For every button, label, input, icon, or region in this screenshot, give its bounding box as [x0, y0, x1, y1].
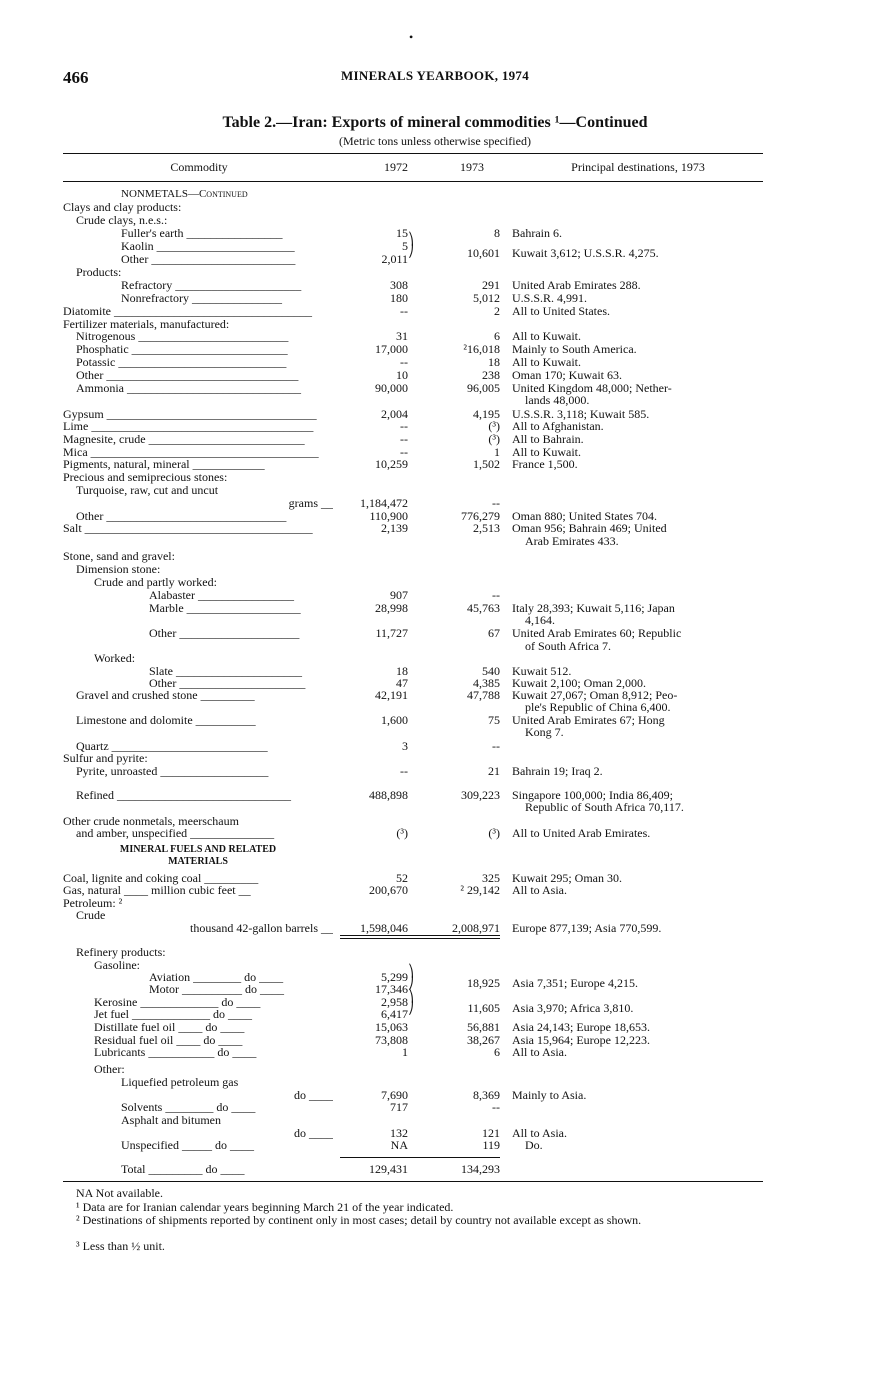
commodity-label: Liquefied petroleum gas: [121, 1076, 239, 1089]
value-1973: 10,601: [467, 246, 500, 260]
value-1973: --: [492, 1100, 500, 1114]
table-row: [0, 420, 870, 433]
table-row: [0, 227, 870, 240]
value-1973: 1: [494, 445, 500, 459]
commodity-label: Marble ___________________: [149, 602, 301, 615]
commodity-label: do ____: [294, 1127, 333, 1140]
commodity-label: Worked:: [94, 652, 136, 665]
value-1973: 309,223: [461, 788, 500, 802]
commodity-label: Refractory _____________________: [121, 279, 302, 292]
destinations: Kuwait 295; Oman 30.: [512, 871, 622, 885]
destinations: France 1,500.: [512, 457, 578, 471]
destinations: Kuwait 2,100; Oman 2,000.: [512, 676, 646, 690]
value-1973: 2,008,971: [452, 921, 500, 935]
table-row: [0, 563, 870, 576]
commodity-label: Other ________________________________: [76, 369, 299, 382]
destinations: U.S.S.R. 3,118; Kuwait 585.: [512, 407, 650, 421]
value-1972: 47: [396, 676, 408, 690]
commodity-label: Fuller's earth ________________: [121, 227, 283, 240]
commodity-label: Nonrefractory _______________: [121, 292, 282, 305]
table-row: [0, 522, 870, 535]
table-row: [0, 458, 870, 471]
value-1973: 8: [494, 226, 500, 240]
table-row: [0, 652, 870, 665]
table-row: [0, 484, 870, 497]
value-1973: 47,788: [467, 688, 500, 702]
commodity-label: Kerosine _____________ do ____: [94, 996, 261, 1009]
destinations: Bahrain 19; Iraq 2.: [512, 764, 603, 778]
value-1972: 11,727: [375, 626, 408, 640]
table-row: [0, 627, 870, 640]
value-1972: 2,958: [381, 995, 408, 1009]
value-1972: 132: [390, 1126, 408, 1140]
destinations: Asia 7,351; Europe 4,215.: [512, 976, 638, 990]
commodity-label: Pigments, natural, mineral ____________: [63, 458, 265, 471]
table-row: [0, 433, 870, 446]
commodity-label: Crude: [76, 909, 106, 922]
commodity-label: Other ____________________: [149, 627, 300, 640]
value-1972: 110,900: [369, 509, 408, 523]
destinations: Oman 880; United States 704.: [512, 509, 657, 523]
destinations: Kuwait 27,067; Oman 8,912; Peo-: [512, 688, 678, 702]
destinations: of South Africa 7.: [525, 639, 611, 653]
value-1972: 180: [390, 291, 408, 305]
value-1972: --: [400, 764, 408, 778]
destinations: Kuwait 3,612; U.S.S.R. 4,275.: [512, 246, 659, 260]
value-1972: 15: [396, 226, 408, 240]
value-1973: (³): [488, 432, 500, 446]
commodity-label: Salt ______________________________________: [63, 522, 313, 535]
value-1973: (³): [488, 419, 500, 433]
commodity-label: Stone, sand and gravel:: [63, 550, 175, 563]
commodity-label: Gas, natural ____ million cubic feet __: [63, 884, 251, 897]
destinations: Europe 877,139; Asia 770,599.: [512, 921, 662, 935]
table-row: [0, 589, 870, 602]
commodity-label: Fertilizer materials, manufactured:: [63, 318, 230, 331]
value-1972: 42,191: [375, 688, 408, 702]
destinations: U.S.S.R. 4,991.: [512, 291, 588, 305]
value-1973: ² 29,142: [460, 883, 500, 897]
table-row: [0, 1163, 870, 1176]
destinations: All to Kuwait.: [512, 329, 581, 343]
commodity-label: Jet fuel _____________ do ____: [94, 1008, 252, 1021]
commodity-label: MATERIALS: [168, 856, 228, 867]
value-1972: 129,431: [369, 1162, 408, 1176]
commodity-label: Ammonia _____________________________: [76, 382, 301, 395]
value-1972: 488,898: [369, 788, 408, 802]
total-double-underline-crude: [340, 938, 500, 939]
destinations: All to United Arab Emirates.: [512, 826, 651, 840]
value-1972: --: [400, 304, 408, 318]
value-1972: 15,063: [375, 1020, 408, 1034]
destinations: Mainly to Asia.: [512, 1088, 587, 1102]
brace-mark: ⎠: [408, 976, 414, 990]
commodity-label: Crude clays, n.e.s.:: [76, 214, 168, 227]
commodity-label: Aviation ________ do ____: [149, 971, 284, 984]
destinations: Asia 15,964; Europe 12,223.: [512, 1033, 650, 1047]
table-row: [0, 394, 870, 407]
value-1973: 238: [482, 368, 500, 382]
commodity-label: Residual fuel oil ____ do ____: [94, 1034, 243, 1047]
commodity-label: Nitrogenous _________________________: [76, 330, 289, 343]
value-1973: (³): [488, 826, 500, 840]
table-row: [0, 1063, 870, 1076]
destinations: Republic of South Africa 70,117.: [525, 800, 684, 814]
value-1973: 134,293: [461, 1162, 500, 1176]
commodity-label: Gypsum ___________________________________: [63, 408, 317, 421]
value-1972: 1,600: [381, 713, 408, 727]
destinations: Singapore 100,000; India 86,409;: [512, 788, 673, 802]
commodity-label: Crude and partly worked:: [94, 576, 217, 589]
column-header-1973: 1973: [460, 160, 484, 174]
value-1972: 10,259: [375, 457, 408, 471]
commodity-label: NONMETALS—Continued: [121, 188, 248, 200]
value-1972: --: [400, 432, 408, 446]
value-1973: 56,881: [467, 1020, 500, 1034]
value-1972: 2,004: [381, 407, 408, 421]
page-number: 466: [63, 68, 89, 87]
table-row: [0, 614, 870, 627]
table-row: [0, 343, 870, 356]
destinations: All to Asia.: [512, 883, 568, 897]
table-row: [0, 214, 870, 227]
commodity-label: Precious and semiprecious stones:: [63, 471, 228, 484]
footnote-na: NA Not available.: [76, 1186, 163, 1200]
table-row: [0, 827, 870, 840]
destinations: All to Bahrain.: [512, 432, 584, 446]
commodity-label: Sulfur and pyrite:: [63, 752, 148, 765]
value-1973: 776,279: [461, 509, 500, 523]
destinations: Mainly to South America.: [512, 342, 637, 356]
destinations: 4,164.: [525, 613, 555, 627]
table-row: [0, 909, 870, 922]
commodity-label: Clays and clay products:: [63, 201, 182, 214]
value-1972: 17,346: [375, 982, 408, 996]
value-1973: 75: [488, 713, 500, 727]
column-header-destinations: Principal destinations, 1973: [571, 160, 705, 174]
running-head: MINERALS YEARBOOK, 1974: [340, 68, 530, 83]
table-row: [0, 855, 870, 868]
value-1973: 6: [494, 1045, 500, 1059]
value-1972: 6,417: [381, 1007, 408, 1021]
commodity-label: MINERAL FUELS AND RELATED: [119, 844, 277, 855]
table-row: [0, 576, 870, 589]
commodity-label: Pyrite, unroasted __________________: [76, 765, 269, 778]
commodity-label: Limestone and dolomite __________: [76, 714, 256, 727]
value-1972: 90,000: [375, 381, 408, 395]
value-1972: 10: [396, 368, 408, 382]
value-1973: 18: [488, 355, 500, 369]
destinations: All to Kuwait.: [512, 445, 581, 459]
brace-mark: ⎠: [408, 244, 414, 258]
table-row: [0, 701, 870, 714]
value-1972: 7,690: [381, 1088, 408, 1102]
table-row: [0, 201, 870, 214]
commodity-label: Phosphatic __________________________: [76, 343, 288, 356]
value-1972: 31: [396, 329, 408, 343]
table-row: [0, 550, 870, 563]
commodity-label: Magnesite, crude __________________________: [63, 433, 305, 446]
destinations: Kuwait 512.: [512, 664, 572, 678]
destinations: Asia 3,970; Africa 3,810.: [512, 1001, 634, 1015]
commodity-label: Coal, lignite and coking coal _________: [63, 872, 259, 885]
commodity-label: Refinery products:: [76, 946, 166, 959]
table-row: [0, 801, 870, 814]
destinations: All to Afghanistan.: [512, 419, 604, 433]
value-1973: 5,012: [473, 291, 500, 305]
commodity-label: thousand 42-gallon barrels __: [190, 922, 333, 935]
table-row: [0, 292, 870, 305]
value-1972: 18: [396, 664, 408, 678]
destinations: United Arab Emirates 67; Hong: [512, 713, 665, 727]
table-row: [0, 497, 870, 510]
value-1973: 67: [488, 626, 500, 640]
destinations: ple's Republic of China 6,400.: [525, 700, 671, 714]
commodity-label: Refined _____________________________: [76, 789, 291, 802]
commodity-label: Distillate fuel oil ____ do ____: [94, 1021, 245, 1034]
commodity-label: Quartz __________________________: [76, 740, 268, 753]
destinations: Italy 28,393; Kuwait 5,116; Japan: [512, 601, 675, 615]
value-1972: 5: [402, 239, 408, 253]
commodity-label: Gravel and crushed stone _________: [76, 689, 255, 702]
commodity-label: Motor __________ do ____: [149, 983, 284, 996]
footnote-1: ¹ Data are for Iranian calendar years beginning March 21 of the year indicated.: [76, 1200, 454, 1214]
commodity-label: Products:: [76, 266, 122, 279]
value-1972: 5,299: [381, 970, 408, 984]
value-1972: 28,998: [375, 601, 408, 615]
commodity-label: do ____: [294, 1089, 333, 1102]
commodity-label: Lubricants ___________ do ____: [94, 1046, 257, 1059]
table-row: [0, 330, 870, 343]
value-1973: --: [492, 588, 500, 602]
value-1973: 325: [482, 871, 500, 885]
destinations: Oman 956; Bahrain 469; United: [512, 521, 667, 535]
table-row: [0, 752, 870, 765]
brace-mark: ⎞: [408, 964, 414, 978]
page-mark: •: [409, 30, 414, 44]
table-row: [0, 1046, 870, 1059]
commodity-label: Diatomite _________________________________: [63, 305, 312, 318]
table-row: [0, 369, 870, 382]
destinations: Kong 7.: [525, 725, 564, 739]
value-1972: 717: [390, 1100, 408, 1114]
table-row: [0, 884, 870, 897]
table-title: Table 2.—Iran: Exports of mineral commodities ¹—Continued: [222, 114, 648, 131]
table-row: [0, 1114, 870, 1127]
value-1972: 1,598,046: [360, 921, 408, 935]
commodity-label: Dimension stone:: [76, 563, 161, 576]
commodity-label: Other crude nonmetals, meerschaum: [63, 815, 239, 828]
value-1973: 38,267: [467, 1033, 500, 1047]
value-1973: 119: [482, 1138, 500, 1152]
total-overline: [340, 1157, 500, 1158]
value-1973: 121: [482, 1126, 500, 1140]
value-1972: 52: [396, 871, 408, 885]
value-1973: 45,763: [467, 601, 500, 615]
value-1973: --: [492, 739, 500, 753]
value-1973: 2: [494, 304, 500, 318]
value-1972: 2,139: [381, 521, 408, 535]
value-1973: 21: [488, 764, 500, 778]
column-header-commodity: Commodity: [170, 160, 228, 174]
table-row: [0, 922, 870, 935]
destinations: Asia 24,143; Europe 18,653.: [512, 1020, 650, 1034]
table-bottom-rule: [63, 1181, 763, 1182]
commodity-label: Other ________________________: [121, 253, 296, 266]
commodity-label: Turquoise, raw, cut and uncut: [76, 484, 219, 497]
commodity-label: Gasoline:: [94, 959, 140, 972]
table-row: [0, 188, 870, 201]
table-row: [0, 471, 870, 484]
value-1972: 3: [402, 739, 408, 753]
value-1972: NA: [390, 1138, 408, 1152]
table-row: [0, 1076, 870, 1089]
destinations: Do.: [525, 1138, 543, 1152]
value-1972: 2,011: [381, 252, 408, 266]
value-1973: --: [492, 496, 500, 510]
destinations: United Arab Emirates 288.: [512, 278, 641, 292]
commodity-label: Other _____________________: [149, 677, 306, 690]
header-top-rule: [63, 153, 763, 154]
value-1972: 907: [390, 588, 408, 602]
commodity-label: Total _________ do ____: [121, 1163, 245, 1176]
commodity-label: Lime _____________________________________: [63, 420, 314, 433]
destinations: Bahrain 6.: [512, 226, 562, 240]
destinations: Oman 170; Kuwait 63.: [512, 368, 622, 382]
value-1973: 11,605: [467, 1001, 500, 1015]
value-1973: 96,005: [467, 381, 500, 395]
column-header-1972: 1972: [384, 160, 408, 174]
footnote-2: ² Destinations of shipments reported by continent only in most cases; detail by country not available except as shown.: [76, 1213, 642, 1227]
commodity-label: Petroleum: ²: [63, 897, 123, 910]
header-bottom-rule: [63, 181, 763, 182]
commodity-label: and amber, unspecified ______________: [76, 827, 275, 840]
footnote-3: ³ Less than ½ unit.: [76, 1239, 165, 1253]
value-1972: --: [400, 445, 408, 459]
table-row: [0, 946, 870, 959]
destinations: lands 48,000.: [525, 393, 590, 407]
commodity-label: Slate _____________________: [149, 665, 302, 678]
value-1973: 540: [482, 664, 500, 678]
table-row: [0, 1101, 870, 1114]
destinations: All to Kuwait.: [512, 355, 581, 369]
destinations: All to Asia.: [512, 1045, 568, 1059]
table-row: [0, 726, 870, 739]
brace-mark: ⎞: [408, 989, 414, 1003]
table-subtitle: (Metric tons unless otherwise specified): [339, 134, 531, 148]
value-1973: 291: [482, 278, 500, 292]
value-1972: (³): [396, 826, 408, 840]
value-1972: 17,000: [375, 342, 408, 356]
table-row: [0, 356, 870, 369]
value-1973: 8,369: [473, 1088, 500, 1102]
value-1973: 18,925: [467, 976, 500, 990]
value-1973: 4,195: [473, 407, 500, 421]
value-1972: 73,808: [375, 1033, 408, 1047]
commodity-label: Mica ______________________________________: [63, 446, 319, 459]
commodity-label: Potassic ____________________________: [76, 356, 287, 369]
value-1972: 308: [390, 278, 408, 292]
table-row: [0, 1021, 870, 1034]
table-row: [0, 279, 870, 292]
value-1973: 2,513: [473, 521, 500, 535]
destinations: All to Asia.: [512, 1126, 568, 1140]
commodity-label: Other:: [94, 1063, 125, 1076]
value-1972: 1: [402, 1045, 408, 1059]
destinations: Arab Emirates 433.: [525, 534, 619, 548]
brace-mark: ⎞: [408, 232, 414, 246]
value-1972: --: [400, 355, 408, 369]
table-row: [0, 765, 870, 778]
commodity-label: Kaolin _______________________: [121, 240, 295, 253]
table-row: [0, 535, 870, 548]
value-1973: 6: [494, 329, 500, 343]
commodity-label: Solvents ________ do ____: [121, 1101, 256, 1114]
value-1973: ²16,018: [463, 342, 500, 356]
commodity-label: Other ______________________________: [76, 510, 287, 523]
commodity-label: Unspecified _____ do ____: [121, 1139, 254, 1152]
total-underline-crude: [340, 935, 500, 936]
destinations: United Kingdom 48,000; Nether-: [512, 381, 672, 395]
value-1972: 200,670: [369, 883, 408, 897]
commodity-label: Alabaster ________________: [149, 589, 294, 602]
value-1972: --: [400, 419, 408, 433]
destinations: All to United States.: [512, 304, 610, 318]
value-1972: 1,184,472: [360, 496, 408, 510]
brace-mark: ⎠: [408, 1001, 414, 1015]
destinations: United Arab Emirates 60; Republic: [512, 626, 682, 640]
table-row: [0, 266, 870, 279]
table-row: [0, 305, 870, 318]
commodity-label: Asphalt and bitumen: [121, 1114, 221, 1127]
value-1973: 4,385: [473, 676, 500, 690]
value-1973: 1,502: [473, 457, 500, 471]
commodity-label: grams __: [288, 497, 333, 510]
table-row: [0, 1139, 870, 1152]
